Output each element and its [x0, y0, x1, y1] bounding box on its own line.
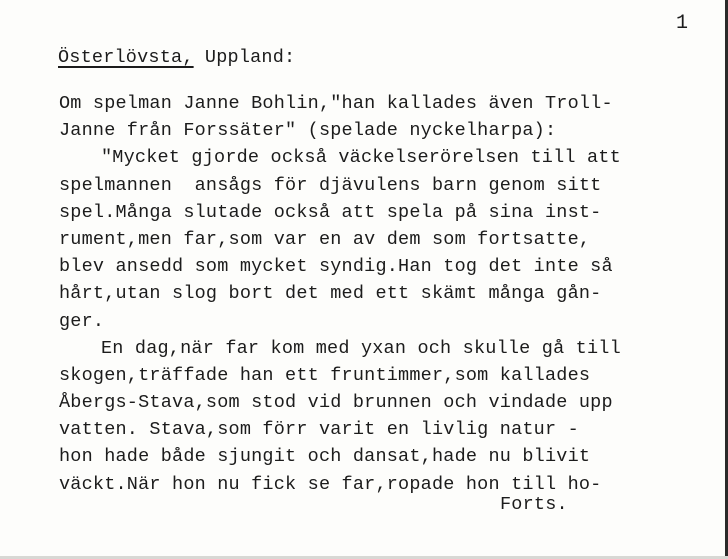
heading	[58, 47, 295, 68]
text-line: rument,men far,som var en av dem som fortsatte,	[59, 228, 591, 250]
text-line: Åbergs-Stava,som stod vid brunnen och vindade upp	[59, 392, 613, 414]
text-line: En dag,när far kom med yxan och skulle gå till	[101, 337, 621, 359]
text-line: spelmannen ansågs för djävulens barn genom sitt	[59, 174, 602, 196]
body-text	[59, 90, 728, 498]
heading-region: Uppland:	[193, 47, 296, 68]
heading-place: Österlövsta,	[58, 47, 194, 68]
text-line: spel.Många slutade också att spela på sina inst-	[59, 201, 602, 223]
text-line: Om spelman Janne Bohlin,"han kallades även Troll-	[59, 93, 613, 114]
text-line: "Mycket gjorde också väckelserörelsen till att	[101, 147, 621, 169]
text-line: hårt,utan slog bort det med ett skämt många gån-	[59, 283, 602, 305]
text-line: ger.	[59, 310, 105, 332]
text-line: vatten. Stava,som förr varit en livlig natur -	[59, 419, 579, 441]
text-line: väckt.När hon nu fick se far,ropade hon till ho-	[59, 473, 602, 495]
text-line: hon hade både sjungit och dansat,hade nu blivit	[59, 446, 591, 468]
text-line: Janne från Forssäter" (spelade nyckelharpa):	[59, 120, 557, 142]
text-line: skogen,träffade han ett fruntimmer,som kallades	[59, 364, 591, 386]
text-line: blev ansedd som mycket syndig.Han tog det inte så	[59, 256, 613, 278]
continuation-note: Forts.	[500, 494, 568, 515]
page-number: 1	[676, 12, 689, 35]
